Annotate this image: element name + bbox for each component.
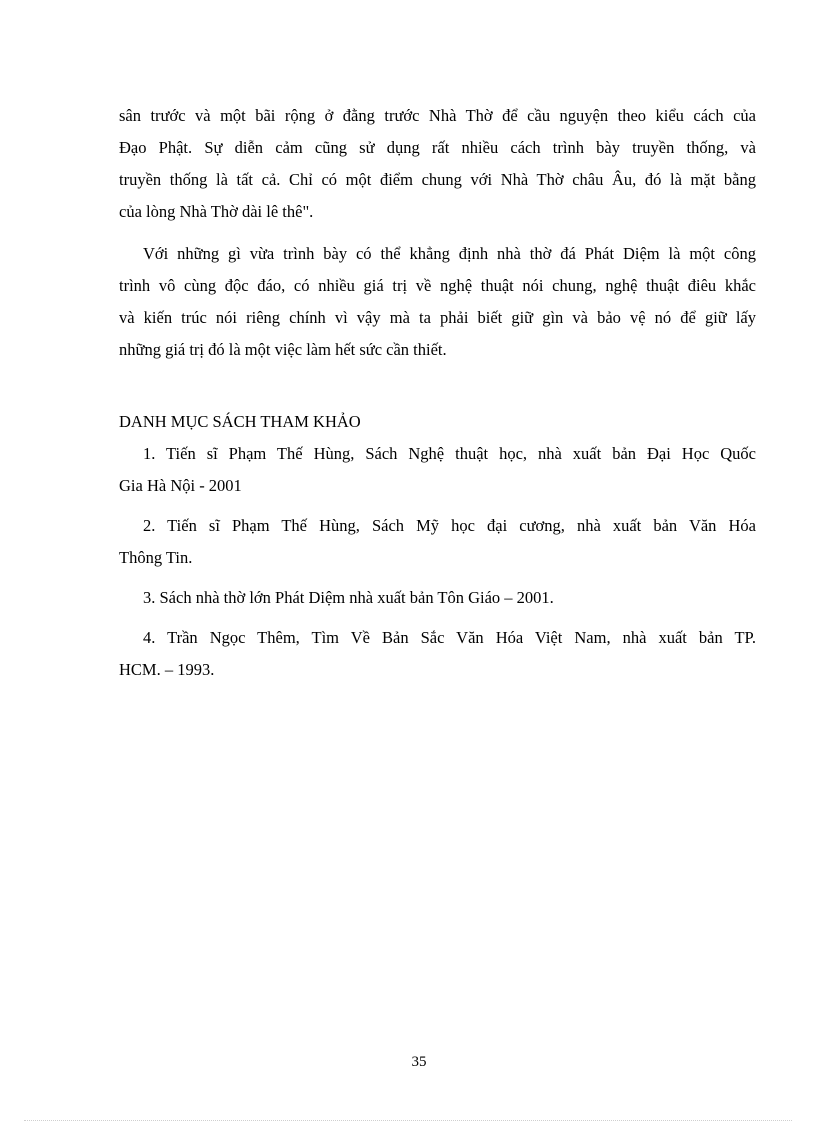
- reference-item: [119, 510, 756, 574]
- page-content: [119, 100, 756, 694]
- reference-line: HCM. – 1993.: [119, 660, 215, 679]
- references-heading: DANH MỤC SÁCH THAM KHẢO: [119, 412, 361, 431]
- references-list: [119, 438, 756, 686]
- reference-item: [119, 622, 756, 686]
- text-line: truyền thống là tất cả. Chỉ có một điểm chung với Nhà Thờ châu Âu, đó là mặt bằng: [119, 170, 756, 189]
- reference-line: 3. Sách nhà thờ lớn Phát Diệm nhà xuất bản Tôn Giáo – 2001.: [143, 588, 554, 607]
- reference-line: 1. Tiến sĩ Phạm Thế Hùng, Sách Nghệ thuật học, nhà xuất bản Đại Học Quốc: [143, 444, 756, 463]
- page-number: 35: [411, 1054, 427, 1070]
- text-line: trình vô cùng độc đáo, có nhiều giá trị về nghệ thuật nói chung, nghệ thuật điêu khắc: [119, 276, 756, 295]
- text-line: sân trước và một bãi rộng ở đằng trước Nhà Thờ để cầu nguyện theo kiểu cách của: [119, 106, 756, 125]
- reference-item: [119, 438, 756, 502]
- reference-line: 4. Trần Ngọc Thêm, Tìm Về Bản Sắc Văn Hóa Việt Nam, nhà xuất bản TP.: [143, 628, 756, 647]
- text-line: những giá trị đó là một việc làm hết sức cần thiết.: [119, 340, 447, 359]
- text-line: Đạo Phật. Sự diễn cảm cũng sử dụng rất nhiều cách trình bày truyền thống, và: [119, 138, 756, 157]
- reference-item: [119, 582, 756, 614]
- reference-line: Thông Tin.: [119, 548, 193, 567]
- page-bottom-divider: [24, 1120, 792, 1121]
- paragraph-conclusion: [119, 238, 756, 366]
- text-line: Với những gì vừa trình bày có thể khẳng định nhà thờ đá Phát Diệm là một công: [143, 244, 756, 263]
- reference-line: Gia Hà Nội - 2001: [119, 476, 242, 495]
- text-line: của lòng Nhà Thờ dài lê thê".: [119, 202, 314, 221]
- text-line: và kiến trúc nói riêng chính vì vậy mà ta phải biết giữ gìn và bảo vệ nó để giữ lấy: [119, 308, 756, 327]
- paragraph-continuation: [119, 100, 756, 228]
- reference-line: 2. Tiến sĩ Phạm Thế Hùng, Sách Mỹ học đại cương, nhà xuất bản Văn Hóa: [143, 516, 756, 535]
